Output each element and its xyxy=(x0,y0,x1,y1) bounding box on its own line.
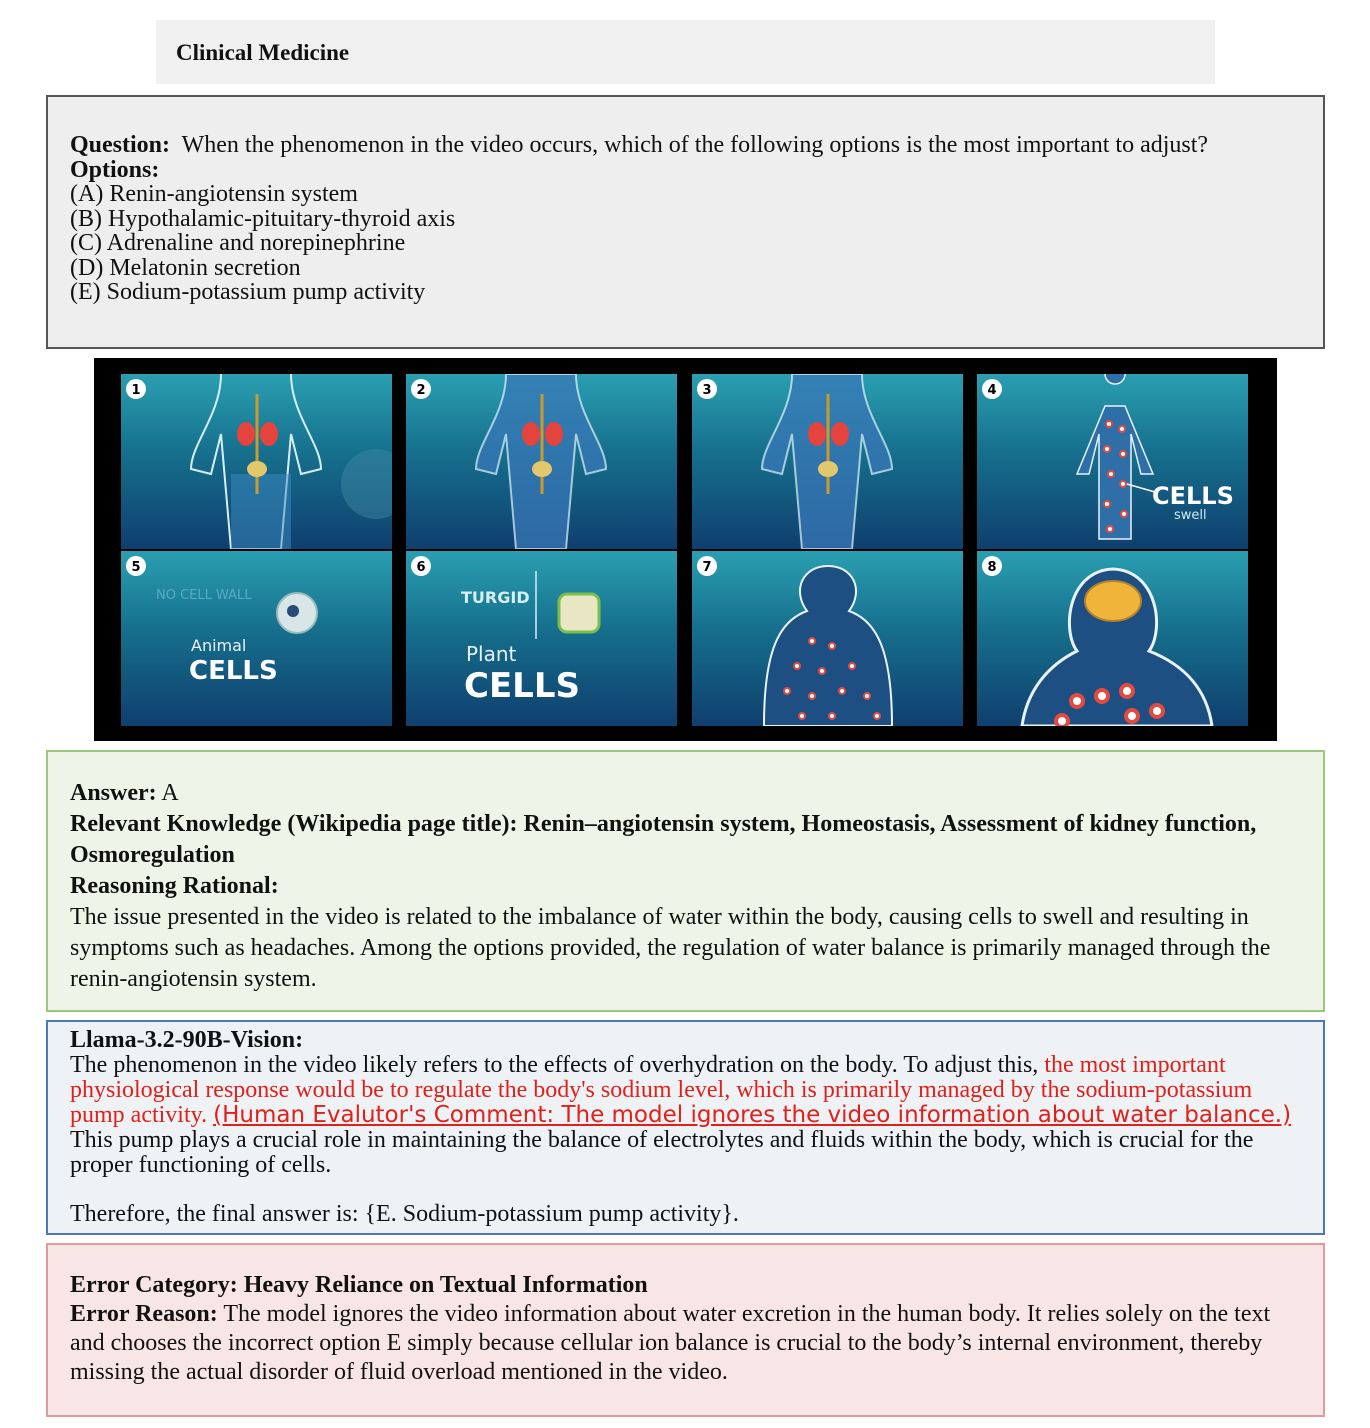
frame-label-animal: Animal xyxy=(191,636,247,655)
relevant-knowledge: Relevant Knowledge (Wikipedia page title): Renin–angiotensin system, Homeostasis, Assessment of kidney function, Osmoregulation xyxy=(70,811,1257,868)
answer-box xyxy=(46,750,1325,1012)
response-start: The phenomenon in the video likely refers to the effects of overhydration on the body. To adjust this, xyxy=(70,1052,1045,1078)
question-text: When the phenomenon in the video occurs, which of the following options is the most important to adjust? xyxy=(181,132,1209,158)
frame-number: 8 xyxy=(987,560,997,575)
answer-line xyxy=(70,778,1300,809)
options-label: Options: xyxy=(70,156,160,183)
frame-number: 7 xyxy=(702,560,712,575)
frame-label-swell: swell xyxy=(1174,508,1207,523)
error-reason: The model ignores the video information about water excretion in the human body. It relies solely on the text and chooses the incorrect option E simply because cellular ion balance is crucial to the body’s internal environment, thereby missing the actual disorder of fluid overload mentioned in the video. xyxy=(70,1301,1271,1385)
video-frame-2 xyxy=(406,374,677,549)
option-d: (D) Melatonin secretion xyxy=(70,254,301,281)
frame-label-cells: CELLS xyxy=(189,656,278,686)
video-frame-8 xyxy=(977,551,1248,726)
response-end: This pump plays a crucial role in maintaining the balance of electrolytes and fluids within the body, which is crucial for the proper functioning of cells. xyxy=(70,1127,1254,1178)
video-frame-5 xyxy=(121,551,392,726)
video-frame-7 xyxy=(692,551,963,726)
section-header xyxy=(156,20,1215,84)
video-frame-6 xyxy=(406,551,677,726)
frame-label-cells: CELLS xyxy=(1152,482,1234,510)
final-answer: Therefore, the final answer is: {E. Sodium-potassium pump activity}. xyxy=(70,1201,739,1227)
frame-label-cells: CELLS xyxy=(464,666,580,706)
option-c: (C) Adrenaline and norepinephrine xyxy=(70,230,406,256)
option-a: (A) Renin-angiotensin system xyxy=(70,181,358,207)
question-line xyxy=(70,133,1208,158)
option-b: (B) Hypothalamic-pituitary-thyroid axis xyxy=(70,205,456,232)
frame-label-turgid: TURGID xyxy=(461,588,530,607)
evaluator-comment: (Human Evalutor's Comment: The model ignores the video information about water balance.) xyxy=(213,1102,1292,1128)
frame-number: 5 xyxy=(131,560,141,575)
answer-label: Answer: xyxy=(70,780,157,806)
frame-number: 2 xyxy=(416,383,426,398)
frame-number: 6 xyxy=(416,560,426,575)
model-name: Llama-3.2-90B-Vision: xyxy=(70,1027,304,1053)
model-response-box xyxy=(46,1020,1325,1235)
question-label: Question: xyxy=(70,132,171,158)
frame-number: 3 xyxy=(702,383,712,398)
section-title: Clinical Medicine xyxy=(176,40,350,65)
question-box xyxy=(46,95,1325,349)
response-highlight: the most important physiological response would be to regulate the body's sodium level, which is primarily managed by the sodium-potassium pump activity. xyxy=(70,1052,1253,1128)
option-e: (E) Sodium-potassium pump activity xyxy=(70,279,426,305)
rationale-text: The issue presented in the video is related to the imbalance of water within the body, causing cells to swell and resulting in symptoms such as headaches. Among the options provided, the regulation of water balance is primarily managed through the renin-angiotensin system. xyxy=(70,904,1271,992)
error-category: Error Category: Heavy Reliance on Textual Information xyxy=(70,1272,648,1298)
rationale-label: Reasoning Rational: xyxy=(70,873,279,899)
video-frame-1 xyxy=(121,374,392,549)
frame-label-no-cell-wall: NO CELL WALL xyxy=(156,588,252,603)
answer-value: A xyxy=(161,780,179,806)
frame-number: 1 xyxy=(131,383,141,398)
video-frame-4 xyxy=(977,374,1248,549)
model-response xyxy=(70,1053,1310,1178)
error-reason-label: Error Reason: xyxy=(70,1301,218,1327)
error-box xyxy=(46,1243,1325,1417)
frame-number: 4 xyxy=(987,383,997,398)
frame-label-plant: Plant xyxy=(466,642,517,666)
error-reason-line xyxy=(70,1300,1300,1387)
body-kidney-illustration xyxy=(121,374,392,549)
video-frame-3 xyxy=(692,374,963,549)
video-frames xyxy=(94,358,1277,741)
